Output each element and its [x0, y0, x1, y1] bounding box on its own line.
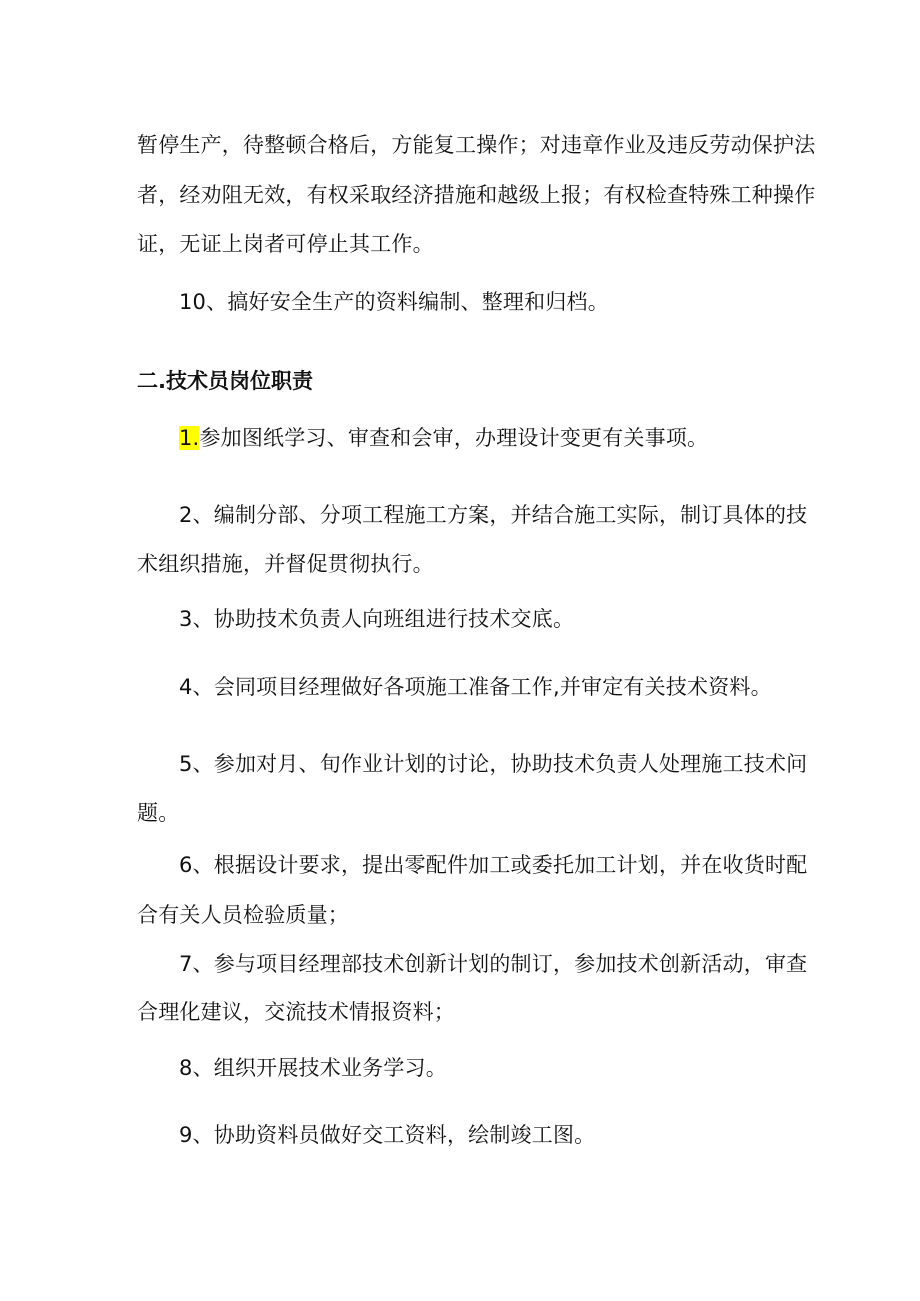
- highlighted-number: 1.: [179, 426, 200, 450]
- list-item-6-cont: 合有关人员检验质量；: [137, 903, 349, 927]
- list-item-2-cont: 术组织措施，并督促贯彻执行。: [137, 552, 434, 576]
- list-item-text: 参加图纸学习、审查和会审，办理设计变更有关事项。: [199, 426, 709, 450]
- list-item-10: 10、搞好安全生产的资料编制、整理和归档。: [179, 290, 609, 314]
- list-item-5: 5、参加对月、旬作业计划的讨论，协助技术负责人处理施工技术问: [179, 752, 808, 776]
- list-item-8: 8、组织开展技术业务学习。: [179, 1056, 447, 1080]
- list-item-7: 7、参与项目经理部技术创新计划的制订，参加技术创新活动，审查: [179, 952, 808, 976]
- list-item-6: 6、根据设计要求，提出零配件加工或委托加工计划，并在收货时配: [179, 853, 808, 877]
- paragraph-line: 暂停生产，待整顿合格后，方能复工操作；对违章作业及违反劳动保护法: [137, 133, 816, 157]
- list-item-5-cont: 题。: [137, 801, 180, 825]
- list-item-9: 9、协助资料员做好交工资料，绘制竣工图。: [179, 1123, 596, 1147]
- paragraph-line: 证，无证上岗者可停止其工作。: [137, 232, 434, 256]
- list-item-1: [179, 423, 708, 453]
- list-item-2: 2、编制分部、分项工程施工方案，并结合施工实际，制订具体的技: [179, 503, 808, 527]
- list-item-4: 4、会同项目经理做好各项施工准备工作,并审定有关技术资料。: [179, 675, 772, 699]
- list-item-7-cont: 合理化建议，交流技术情报资料；: [137, 1000, 455, 1024]
- section-heading: 二.技术员岗位职责: [137, 369, 313, 393]
- paragraph-line: 者，经劝阻无效，有权采取经济措施和越级上报；有权检查特殊工种操作: [137, 183, 816, 207]
- list-item-3: 3、协助技术负责人向班组进行技术交底。: [179, 607, 575, 631]
